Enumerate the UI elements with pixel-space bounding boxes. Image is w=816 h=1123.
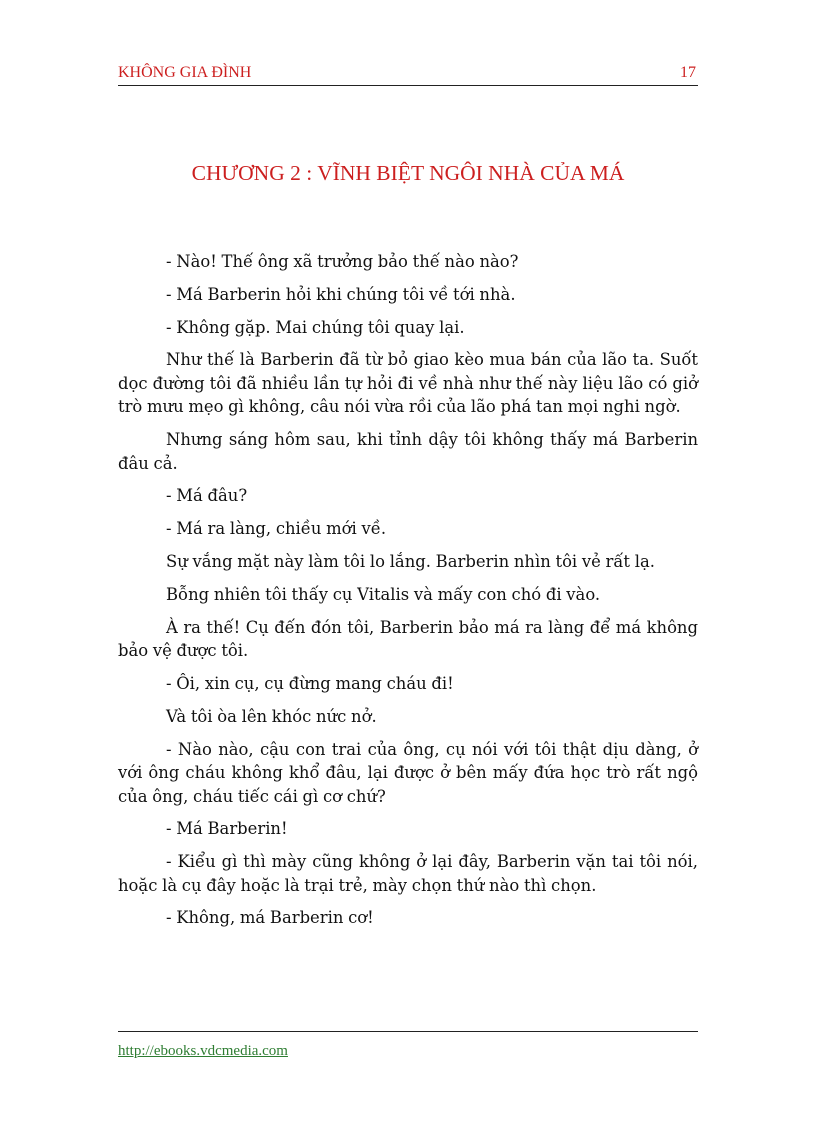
running-header	[118, 63, 698, 86]
paragraph: - Kiểu gì thì mày cũng không ở lại đây, Barberin vặn tai tôi nói, hoặc là cụ đây hoặc là trại trẻ, mày chọn thứ nào thì chọn.	[118, 852, 698, 895]
paragraph: - Má Barberin hỏi khi chúng tôi về tới nhà.	[166, 284, 516, 304]
paragraph: Và tôi òa lên khóc nức nở.	[166, 706, 377, 726]
paragraph: - Không gặp. Mai chúng tôi quay lại.	[166, 317, 465, 337]
footer-website-link[interactable]: http://ebooks.vdcmedia.com	[118, 1043, 288, 1059]
book-title: KHÔNG GIA ĐÌNH	[118, 64, 252, 81]
paragraph: - Ôi, xin cụ, cụ đừng mang cháu đi!	[166, 673, 454, 693]
paragraph: - Nào! Thế ông xã trưởng bảo thế nào nào?	[166, 252, 519, 271]
paragraph: Nhưng sáng hôm sau, khi tỉnh dậy tôi không thấy má Barberin đâu cả.	[118, 430, 698, 473]
page-number: 17	[680, 64, 696, 81]
paragraph: Sự vắng mặt này làm tôi lo lắng. Barberin nhìn tôi vẻ rất lạ.	[166, 552, 655, 572]
paragraph: - Không, má Barberin cơ!	[166, 908, 374, 928]
chapter-title: CHƯƠNG 2 : VĨNH BIỆT NGÔI NHÀ CỦA MÁ	[191, 161, 625, 185]
paragraph: - Má Barberin!	[166, 819, 288, 839]
chapter-body	[118, 250, 698, 939]
paragraph: - Má đâu?	[166, 486, 248, 506]
paragraph: Như thế là Barberin đã từ bỏ giao kèo mua bán của lão ta. Suốt dọc đường tôi đã nhiều lần tự hỏi đi về nhà như thế này liệu lão có giở trò mưu mẹo gì không, câu nói vừa rồi của lão phá tan mọi nghi ngờ.	[118, 350, 698, 417]
footer-divider	[118, 1031, 698, 1032]
paragraph: Bỗng nhiên tôi thấy cụ Vitalis và mấy con chó đi vào.	[166, 584, 601, 604]
paragraph: - Má ra làng, chiều mới về.	[166, 519, 387, 539]
paragraph: - Nào nào, cậu con trai của ông, cụ nói với tôi thật dịu dàng, ở với ông cháu không khổ đâu, lại được ở bên mấy đứa học trò rất ngộ của ông, cháu tiếc cái gì cơ chứ?	[118, 739, 698, 806]
paragraph: À ra thế! Cụ đến đón tôi, Barberin bảo má ra làng để má không bảo vệ được tôi.	[118, 617, 698, 661]
